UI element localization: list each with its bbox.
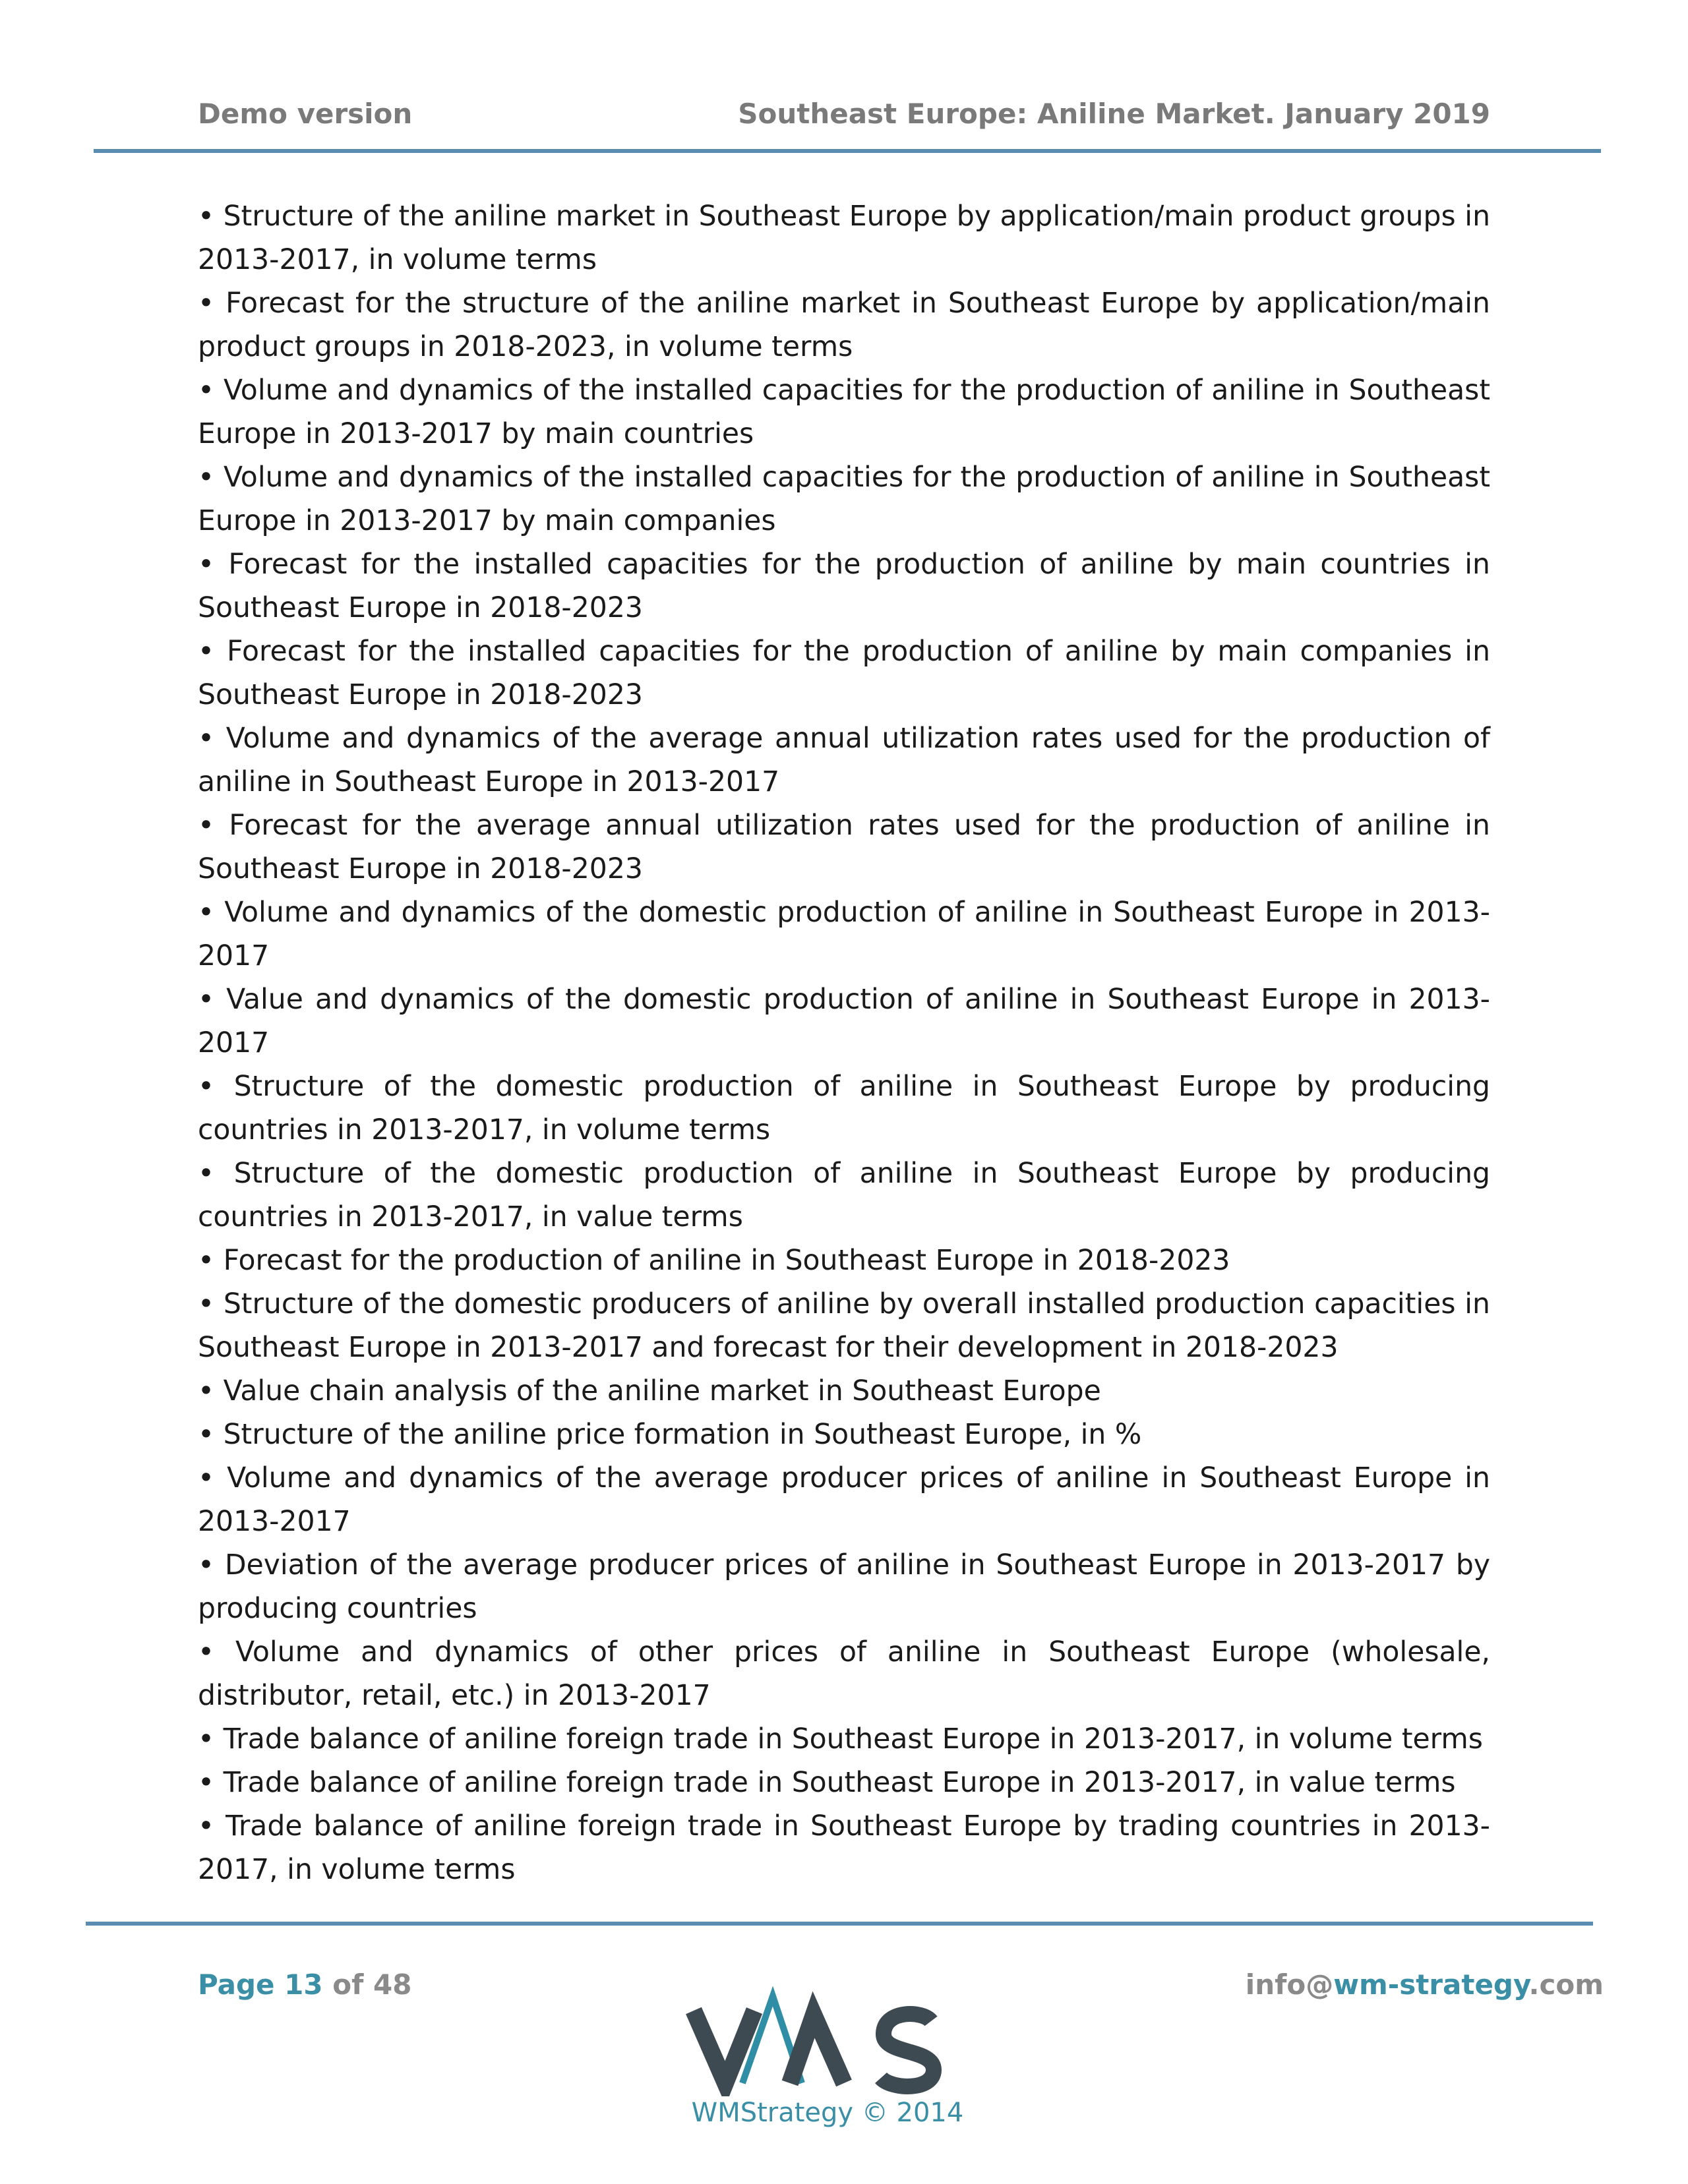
list-item: • Value chain analysis of the aniline market in Southeast Europe — [198, 1375, 1101, 1407]
list-item: • Structure of the aniline market in Southeast Europe by application/main product groups in 2013-2017, in volume terms — [198, 200, 1490, 276]
copyright-text: WMStrategy © 2014 — [691, 2098, 964, 2128]
header-demo-label: Demo version — [198, 98, 413, 130]
contact-email[interactable] — [1246, 1968, 1604, 2001]
footer-divider — [86, 1922, 1593, 1926]
list-item: • Volume and dynamics of the average producer prices of aniline in Southeast Europe in 2013-2017 — [198, 1462, 1490, 1538]
page-header — [198, 98, 1490, 137]
list-item: • Trade balance of aniline foreign trade in Southeast Europe by trading countries in 2013-2017, in volume terms — [198, 1810, 1490, 1886]
list-item: • Structure of the domestic producers of aniline by overall installed production capacities in Southeast Europe in 2013-2017 and forecast for their development in 2018-2023 — [198, 1288, 1490, 1364]
email-domain: wm-strategy — [1333, 1968, 1529, 2001]
header-report-title: Southeast Europe: Aniline Market. January 2019 — [738, 98, 1490, 130]
list-item: • Structure of the domestic production of aniline in Southeast Europe by producing countries in 2013-2017, in volume terms — [198, 1071, 1490, 1146]
page-number — [198, 1968, 411, 2001]
list-item: • Forecast for the average annual utilization rates used for the production of aniline in Southeast Europe in 2018-2023 — [198, 810, 1490, 885]
list-item: • Forecast for the installed capacities for the production of aniline by main companies in Southeast Europe in 2018-2023 — [198, 635, 1490, 711]
list-item: • Volume and dynamics of the installed capacities for the production of aniline in Southeast Europe in 2013-2017 by main companies — [198, 461, 1490, 537]
list-item: • Forecast for the structure of the aniline market in Southeast Europe by application/main product groups in 2018-2023, in volume terms — [198, 287, 1490, 363]
list-item: • Trade balance of aniline foreign trade in Southeast Europe in 2013-2017, in volume terms — [198, 1723, 1483, 1756]
page-total: 48 — [373, 1968, 412, 2001]
list-item: • Structure of the aniline price formation in Southeast Europe, in % — [198, 1419, 1142, 1451]
bullet-list — [198, 195, 1490, 1892]
page-of: of — [332, 1968, 364, 2001]
list-item: • Deviation of the average producer prices of aniline in Southeast Europe in 2013-2017 by producing countries — [198, 1549, 1490, 1625]
list-item: • Value and dynamics of the domestic production of aniline in Southeast Europe in 2013-2017 — [198, 984, 1490, 1059]
list-item: • Forecast for the production of aniline in Southeast Europe in 2018-2023 — [198, 1245, 1230, 1277]
list-item: • Volume and dynamics of the average annual utilization rates used for the production of aniline in Southeast Europe in 2013-2017 — [198, 723, 1490, 798]
wms-logo — [686, 1984, 963, 2096]
list-item: • Structure of the domestic production of aniline in Southeast Europe by producing countries in 2013-2017, in value terms — [198, 1158, 1490, 1233]
email-tld: .com — [1528, 1968, 1604, 2001]
header-divider — [94, 149, 1601, 153]
list-item: • Trade balance of aniline foreign trade in Southeast Europe in 2013-2017, in value terms — [198, 1767, 1456, 1799]
list-item: • Forecast for the installed capacities for the production of aniline by main countries in Southeast Europe in 2018-2023 — [198, 548, 1490, 624]
list-item: • Volume and dynamics of other prices of aniline in Southeast Europe (wholesale, distributor, retail, etc.) in 2013-2017 — [198, 1636, 1490, 1712]
page-current: 13 — [284, 1968, 323, 2001]
page-label: Page — [198, 1968, 275, 2001]
list-item: • Volume and dynamics of the installed capacities for the production of aniline in Southeast Europe in 2013-2017 by main countries — [198, 374, 1490, 450]
email-user: info@ — [1245, 1968, 1334, 2001]
list-item: • Volume and dynamics of the domestic production of aniline in Southeast Europe in 2013-2017 — [198, 897, 1490, 972]
wms-logo-icon — [686, 1984, 963, 2096]
